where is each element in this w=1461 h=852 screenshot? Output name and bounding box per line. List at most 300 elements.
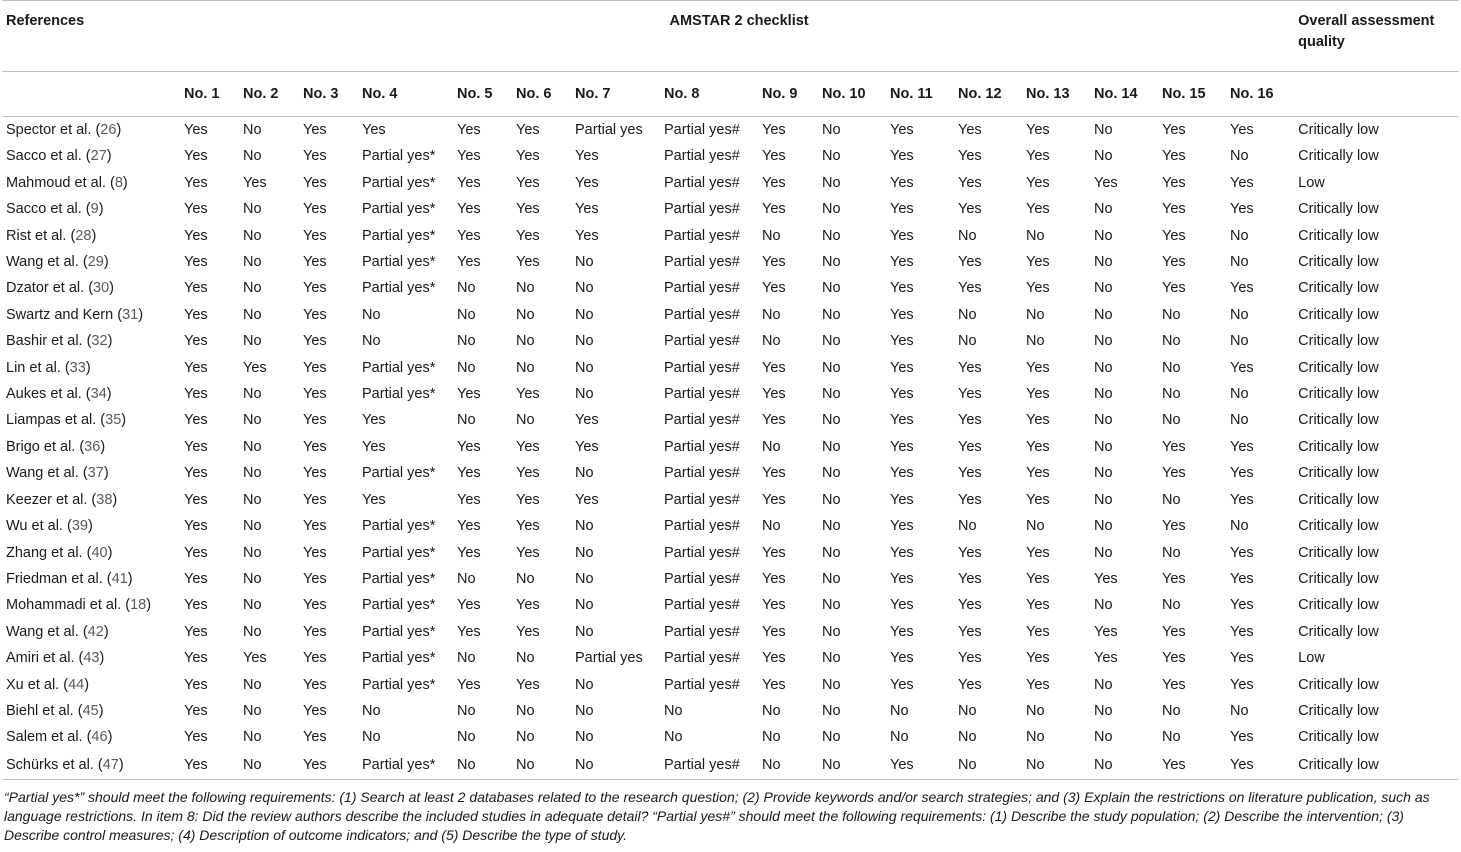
rating-cell: Yes — [243, 174, 267, 191]
rating-cell: Yes — [457, 544, 481, 561]
rating-cell: Yes — [516, 465, 540, 482]
rating-cell: Yes — [1162, 465, 1186, 482]
rating-cell: Yes — [1026, 544, 1050, 561]
rating-cell: Yes — [890, 227, 914, 244]
rating-cell: No — [1026, 729, 1045, 746]
rating-cell: No — [575, 333, 594, 350]
rating-cell: No — [1230, 702, 1249, 719]
rating-cell: Yes — [890, 359, 914, 376]
rating-cell: Partial yes* — [362, 570, 436, 587]
rating-cell: Partial yes* — [362, 676, 436, 693]
rating-cell: Yes — [303, 306, 327, 323]
rating-cell: Yes — [184, 650, 208, 667]
rating-cell: Yes — [1026, 597, 1050, 614]
rating-cell: Yes — [184, 491, 208, 508]
rating-cell: Yes — [1162, 201, 1186, 218]
rating-cell: Yes — [1162, 438, 1186, 455]
rating-cell: No — [1094, 201, 1113, 218]
reference-close: ) — [118, 756, 124, 773]
rating-cell: No — [1230, 148, 1249, 165]
rating-cell: No — [1162, 306, 1181, 323]
rating-cell: Yes — [303, 650, 327, 667]
rating-cell: Yes — [243, 359, 267, 376]
rating-cell: Yes — [958, 412, 982, 429]
rating-cell: No — [1026, 227, 1045, 244]
reference-number: 39 — [71, 518, 88, 535]
rating-cell: Yes — [958, 491, 982, 508]
rating-cell: Partial yes# — [664, 650, 740, 667]
reference-cell — [2, 592, 180, 618]
overall-quality-cell: Critically low — [1298, 702, 1379, 719]
rating-cell: No — [575, 570, 594, 587]
table-row — [2, 460, 1459, 486]
rating-cell: Yes — [958, 201, 982, 218]
reference-name: Wang et al. ( — [6, 623, 88, 640]
reference-cell — [2, 249, 180, 275]
rating-cell: No — [822, 702, 841, 719]
reference-cell — [2, 645, 180, 671]
rating-cell: Yes — [457, 597, 481, 614]
rating-cell: No — [822, 570, 841, 587]
rating-cell: No — [243, 386, 262, 403]
rating-cell: Yes — [1026, 386, 1050, 403]
item-header: No. 3 — [299, 72, 358, 117]
rating-cell: Yes — [184, 174, 208, 191]
reference-name: Rist et al. ( — [6, 227, 76, 244]
rating-cell: No — [575, 306, 594, 323]
rating-cell: No — [1230, 254, 1249, 271]
rating-cell: Yes — [1026, 438, 1050, 455]
rating-cell: No — [575, 702, 594, 719]
overall-quality-cell: Critically low — [1298, 570, 1379, 587]
rating-cell: No — [958, 702, 977, 719]
rating-cell: Yes — [303, 174, 327, 191]
rating-cell: Yes — [184, 518, 208, 535]
rating-cell: Yes — [457, 676, 481, 693]
reference-close: ) — [107, 729, 113, 746]
rating-cell: Yes — [575, 227, 599, 244]
rating-cell: Partial yes# — [664, 570, 740, 587]
rating-cell: Yes — [1162, 122, 1186, 138]
rating-cell: No — [822, 412, 841, 429]
rating-cell: Yes — [762, 623, 786, 640]
item-header: No. 12 — [954, 72, 1022, 117]
overall-quality-cell: Critically low — [1298, 412, 1379, 429]
rating-cell: No — [457, 412, 476, 429]
rating-cell: Yes — [457, 386, 481, 403]
overall-header: Overall assessment quality — [1298, 13, 1435, 50]
rating-cell: Yes — [890, 148, 914, 165]
rating-cell: Yes — [1026, 174, 1050, 191]
reference-number: 33 — [69, 359, 86, 376]
reference-name: Mohammadi et al. ( — [6, 597, 131, 614]
reference-name: Zhang et al. ( — [6, 544, 92, 561]
rating-cell: No — [818, 751, 886, 780]
rating-cell: Yes — [1162, 676, 1186, 693]
item-header: No. 9 — [758, 72, 818, 117]
rating-cell: No — [822, 438, 841, 455]
rating-cell: Yes — [575, 148, 599, 165]
rating-cell: Yes — [762, 122, 786, 138]
rating-cell: No — [1162, 412, 1181, 429]
rating-cell: Yes — [575, 201, 599, 218]
rating-cell: No — [822, 359, 841, 376]
rating-cell: Yes — [890, 386, 914, 403]
rating-cell: No — [575, 465, 594, 482]
rating-cell: Partial yes# — [664, 597, 740, 614]
rating-cell: Partial yes* — [362, 359, 436, 376]
rating-cell: Yes — [762, 254, 786, 271]
overall-quality-cell: Critically low — [1298, 438, 1379, 455]
reference-cell — [2, 223, 180, 249]
rating-cell: Yes — [762, 280, 786, 297]
item-header: No. 1 — [180, 72, 239, 117]
reference-close: ) — [84, 676, 90, 693]
table-row — [2, 117, 1459, 144]
overall-quality-cell: Critically low — [1298, 201, 1379, 218]
rating-cell: Yes — [1230, 623, 1254, 640]
rating-cell: Yes — [184, 122, 208, 138]
rating-cell: No — [362, 333, 381, 350]
rating-cell: Yes — [1162, 174, 1186, 191]
rating-cell: Partial yes# — [664, 386, 740, 403]
rating-cell: Yes — [958, 254, 982, 271]
rating-cell: Yes — [1026, 465, 1050, 482]
rating-cell: Yes — [303, 386, 327, 403]
rating-cell: No — [958, 518, 977, 535]
amstar-table — [2, 0, 1459, 780]
reference-cell — [2, 460, 180, 486]
rating-cell: No — [1026, 702, 1045, 719]
reference-cell — [2, 672, 180, 698]
rating-cell: No — [822, 729, 841, 746]
reference-cell — [2, 513, 180, 539]
rating-cell: No — [822, 148, 841, 165]
item-header: No. 7 — [571, 72, 660, 117]
table-row — [2, 592, 1459, 618]
rating-cell: No — [243, 227, 262, 244]
reference-close: ) — [103, 465, 109, 482]
rating-cell: Partial yes# — [664, 491, 740, 508]
rating-cell: Yes — [303, 333, 327, 350]
overall-quality-cell: Critically low — [1298, 306, 1379, 323]
rating-cell: Partial yes# — [664, 518, 740, 535]
rating-cell: No — [243, 518, 262, 535]
rating-cell: Yes — [890, 491, 914, 508]
rating-cell: Yes — [958, 623, 982, 640]
rating-cell: Yes — [1230, 676, 1254, 693]
rating-cell: Yes — [184, 148, 208, 165]
rating-cell: Partial yes* — [362, 386, 436, 403]
rating-cell: Yes — [886, 751, 954, 780]
rating-cell: Yes — [457, 227, 481, 244]
rating-cell: No — [516, 702, 535, 719]
reference-name: Wang et al. ( — [6, 254, 88, 271]
rating-cell: Yes — [457, 254, 481, 271]
reference-number: 38 — [96, 491, 113, 508]
rating-cell: Yes — [303, 570, 327, 587]
table-row — [2, 302, 1459, 328]
rating-cell: No — [516, 729, 535, 746]
rating-cell: No — [1162, 491, 1181, 508]
rating-cell: Yes — [890, 438, 914, 455]
item-header: No. 4 — [358, 72, 453, 117]
rating-cell: No — [1094, 729, 1113, 746]
reference-cell — [2, 407, 180, 433]
rating-cell: Partial yes# — [664, 280, 740, 297]
rating-cell: Yes — [516, 518, 540, 535]
reference-number: 32 — [91, 333, 108, 350]
rating-cell: Yes — [575, 491, 599, 508]
rating-cell: Partial yes* — [362, 544, 436, 561]
rating-cell: No — [243, 729, 262, 746]
reference-number: 37 — [87, 465, 104, 482]
empty-header-cell — [2, 72, 180, 117]
rating-cell: Yes — [1026, 359, 1050, 376]
rating-cell: Yes — [1162, 227, 1186, 244]
table-row — [2, 672, 1459, 698]
rating-cell: Yes — [516, 491, 540, 508]
reference-cell — [2, 170, 180, 196]
rating-cell: Yes — [184, 201, 208, 218]
table-row — [2, 724, 1459, 750]
rating-cell: No — [516, 650, 535, 667]
rating-cell: No — [822, 676, 841, 693]
reference-number: 36 — [84, 438, 101, 455]
rating-cell: No — [822, 597, 841, 614]
rating-cell: No — [1230, 518, 1249, 535]
rating-cell: Partial yes* — [362, 465, 436, 482]
rating-cell: Partial yes# — [664, 676, 740, 693]
table-row — [2, 751, 1459, 780]
rating-cell: Yes — [1026, 676, 1050, 693]
rating-cell: Yes — [958, 544, 982, 561]
reference-name: Xu et al. ( — [6, 676, 69, 693]
rating-cell: No — [1094, 306, 1113, 323]
overall-quality-cell: Critically low — [1298, 465, 1379, 482]
rating-cell: No — [1094, 333, 1113, 350]
rating-cell: Yes — [762, 597, 786, 614]
rating-cell: No — [1230, 227, 1249, 244]
rating-cell: Yes — [457, 518, 481, 535]
reference-cell — [2, 724, 180, 750]
overall-quality-cell: Low — [1298, 650, 1325, 667]
rating-cell: No — [243, 254, 262, 271]
rating-cell: Yes — [890, 174, 914, 191]
rating-cell: No — [1094, 676, 1113, 693]
rating-cell: No — [243, 570, 262, 587]
empty-header-cell — [1294, 72, 1459, 117]
rating-cell: No — [575, 386, 594, 403]
rating-cell: No — [1162, 597, 1181, 614]
rating-cell: No — [453, 751, 512, 780]
reference-number: 41 — [111, 570, 128, 587]
reference-name: Salem et al. ( — [6, 729, 92, 746]
rating-cell: Yes — [958, 359, 982, 376]
rating-cell: No — [575, 597, 594, 614]
reference-number: 27 — [90, 148, 107, 165]
rating-cell: Yes — [890, 676, 914, 693]
rating-cell: Yes — [958, 570, 982, 587]
rating-cell: Yes — [457, 122, 481, 138]
rating-cell: No — [575, 544, 594, 561]
rating-cell: No — [762, 333, 781, 350]
rating-cell: No — [758, 751, 818, 780]
rating-cell: Yes — [516, 597, 540, 614]
rating-cell: Yes — [184, 306, 208, 323]
rating-cell: No — [516, 570, 535, 587]
rating-cell: Yes — [890, 650, 914, 667]
reference-close: ) — [138, 306, 144, 323]
table-row — [2, 540, 1459, 566]
reference-cell — [2, 566, 180, 592]
rating-cell: Partial yes# — [664, 438, 740, 455]
rating-cell: No — [239, 751, 299, 780]
rating-cell: Yes — [890, 306, 914, 323]
item-header: No. 10 — [818, 72, 886, 117]
rating-cell: No — [243, 148, 262, 165]
item-header: No. 5 — [453, 72, 512, 117]
rating-cell: No — [243, 122, 262, 138]
rating-cell: Yes — [516, 148, 540, 165]
overall-quality-cell: Critically low — [1298, 544, 1379, 561]
rating-cell: Partial yes# — [664, 333, 740, 350]
rating-cell: No — [243, 412, 262, 429]
rating-cell: Yes — [958, 438, 982, 455]
rating-cell: No — [822, 623, 841, 640]
rating-cell: Yes — [184, 412, 208, 429]
reference-number: 46 — [91, 729, 108, 746]
rating-cell: Yes — [1026, 623, 1050, 640]
rating-cell: Yes — [1094, 623, 1118, 640]
reference-close: ) — [91, 227, 97, 244]
rating-cell: No — [243, 597, 262, 614]
reference-name: Brigo et al. ( — [6, 438, 85, 455]
reference-name: Wu et al. ( — [6, 518, 72, 535]
reference-close: ) — [98, 702, 104, 719]
reference-number: 45 — [82, 702, 99, 719]
reference-number: 40 — [91, 544, 108, 561]
reference-number: 43 — [83, 650, 100, 667]
rating-cell: Yes — [516, 122, 540, 138]
rating-cell: Yes — [1026, 201, 1050, 218]
rating-cell: Yes — [184, 544, 208, 561]
table-row — [2, 487, 1459, 513]
rating-cell: No — [1094, 544, 1113, 561]
rating-cell: No — [762, 306, 781, 323]
rating-cell: No — [822, 333, 841, 350]
rating-cell: Yes — [516, 201, 540, 218]
rating-cell: Yes — [457, 148, 481, 165]
reference-number: 26 — [100, 122, 117, 138]
rating-cell: No — [243, 280, 262, 297]
rating-cell: Yes — [762, 386, 786, 403]
rating-cell: Yes — [1230, 650, 1254, 667]
reference-close: ) — [122, 174, 128, 191]
rating-cell: Yes — [762, 359, 786, 376]
reference-cell — [2, 434, 180, 460]
reference-close: ) — [107, 544, 113, 561]
rating-cell: Partial yes* — [362, 254, 436, 271]
rating-cell: Yes — [575, 438, 599, 455]
rating-cell: Partial yes* — [362, 650, 436, 667]
rating-cell: No — [1162, 333, 1181, 350]
rating-cell: Yes — [1162, 148, 1186, 165]
reference-name: Friedman et al. ( — [6, 570, 112, 587]
rating-cell: Yes — [1230, 438, 1254, 455]
rating-cell: Partial yes* — [362, 623, 436, 640]
rating-cell: No — [664, 702, 683, 719]
reference-name: Biehl et al. ( — [6, 702, 83, 719]
table-row — [2, 513, 1459, 539]
overall-quality-cell: Critically low — [1298, 386, 1379, 403]
rating-cell: Yes — [762, 650, 786, 667]
rating-cell: Yes — [303, 280, 327, 297]
overall-quality-cell: Critically low — [1298, 623, 1379, 640]
reference-cell — [2, 302, 180, 328]
rating-cell: No — [1094, 465, 1113, 482]
rating-cell: Yes — [243, 650, 267, 667]
overall-quality-cell: Critically low — [1298, 280, 1379, 297]
rating-cell: No — [822, 544, 841, 561]
rating-cell: Yes — [1230, 491, 1254, 508]
rating-cell: Yes — [303, 465, 327, 482]
rating-cell: Yes — [516, 438, 540, 455]
item-header: No. 13 — [1022, 72, 1090, 117]
rating-cell: Yes — [303, 597, 327, 614]
table-row — [2, 275, 1459, 301]
rating-cell: Yes — [303, 201, 327, 218]
rating-cell: Yes — [516, 676, 540, 693]
rating-cell: No — [575, 676, 594, 693]
rating-cell: Partial yes* — [362, 227, 436, 244]
rating-cell: No — [822, 122, 841, 138]
rating-cell: No — [457, 359, 476, 376]
rating-cell: Yes — [457, 438, 481, 455]
table-row — [2, 566, 1459, 592]
rating-cell: Partial yes* — [362, 174, 436, 191]
item-header: No. 14 — [1090, 72, 1158, 117]
rating-cell: Yes — [457, 623, 481, 640]
rating-cell: No — [1094, 280, 1113, 297]
rating-cell: No — [243, 544, 262, 561]
rating-cell: Partial yes# — [664, 227, 740, 244]
reference-name: Liampas et al. ( — [6, 412, 106, 429]
rating-cell: No — [954, 751, 1022, 780]
rating-cell: No — [243, 438, 262, 455]
rating-cell: Yes — [1026, 570, 1050, 587]
rating-cell: Partial yes# — [664, 359, 740, 376]
rating-cell: Yes — [184, 570, 208, 587]
rating-cell: Yes — [762, 544, 786, 561]
item-header: No. 2 — [239, 72, 299, 117]
rating-cell: Yes — [958, 597, 982, 614]
reference-cell — [2, 143, 180, 169]
rating-cell: Partial yes# — [664, 201, 740, 218]
reference-cell — [2, 381, 180, 407]
rating-cell: No — [575, 254, 594, 271]
overall-quality-cell: Critically low — [1298, 227, 1379, 244]
reference-close: ) — [103, 254, 109, 271]
rating-cell: No — [243, 465, 262, 482]
reference-cell — [2, 698, 180, 724]
rating-cell: Partial yes# — [664, 122, 740, 138]
rating-cell: Partial yes* — [362, 597, 436, 614]
rating-cell: No — [1094, 518, 1113, 535]
reference-number: 35 — [105, 412, 122, 429]
rating-cell: No — [762, 438, 781, 455]
rating-cell: No — [516, 306, 535, 323]
